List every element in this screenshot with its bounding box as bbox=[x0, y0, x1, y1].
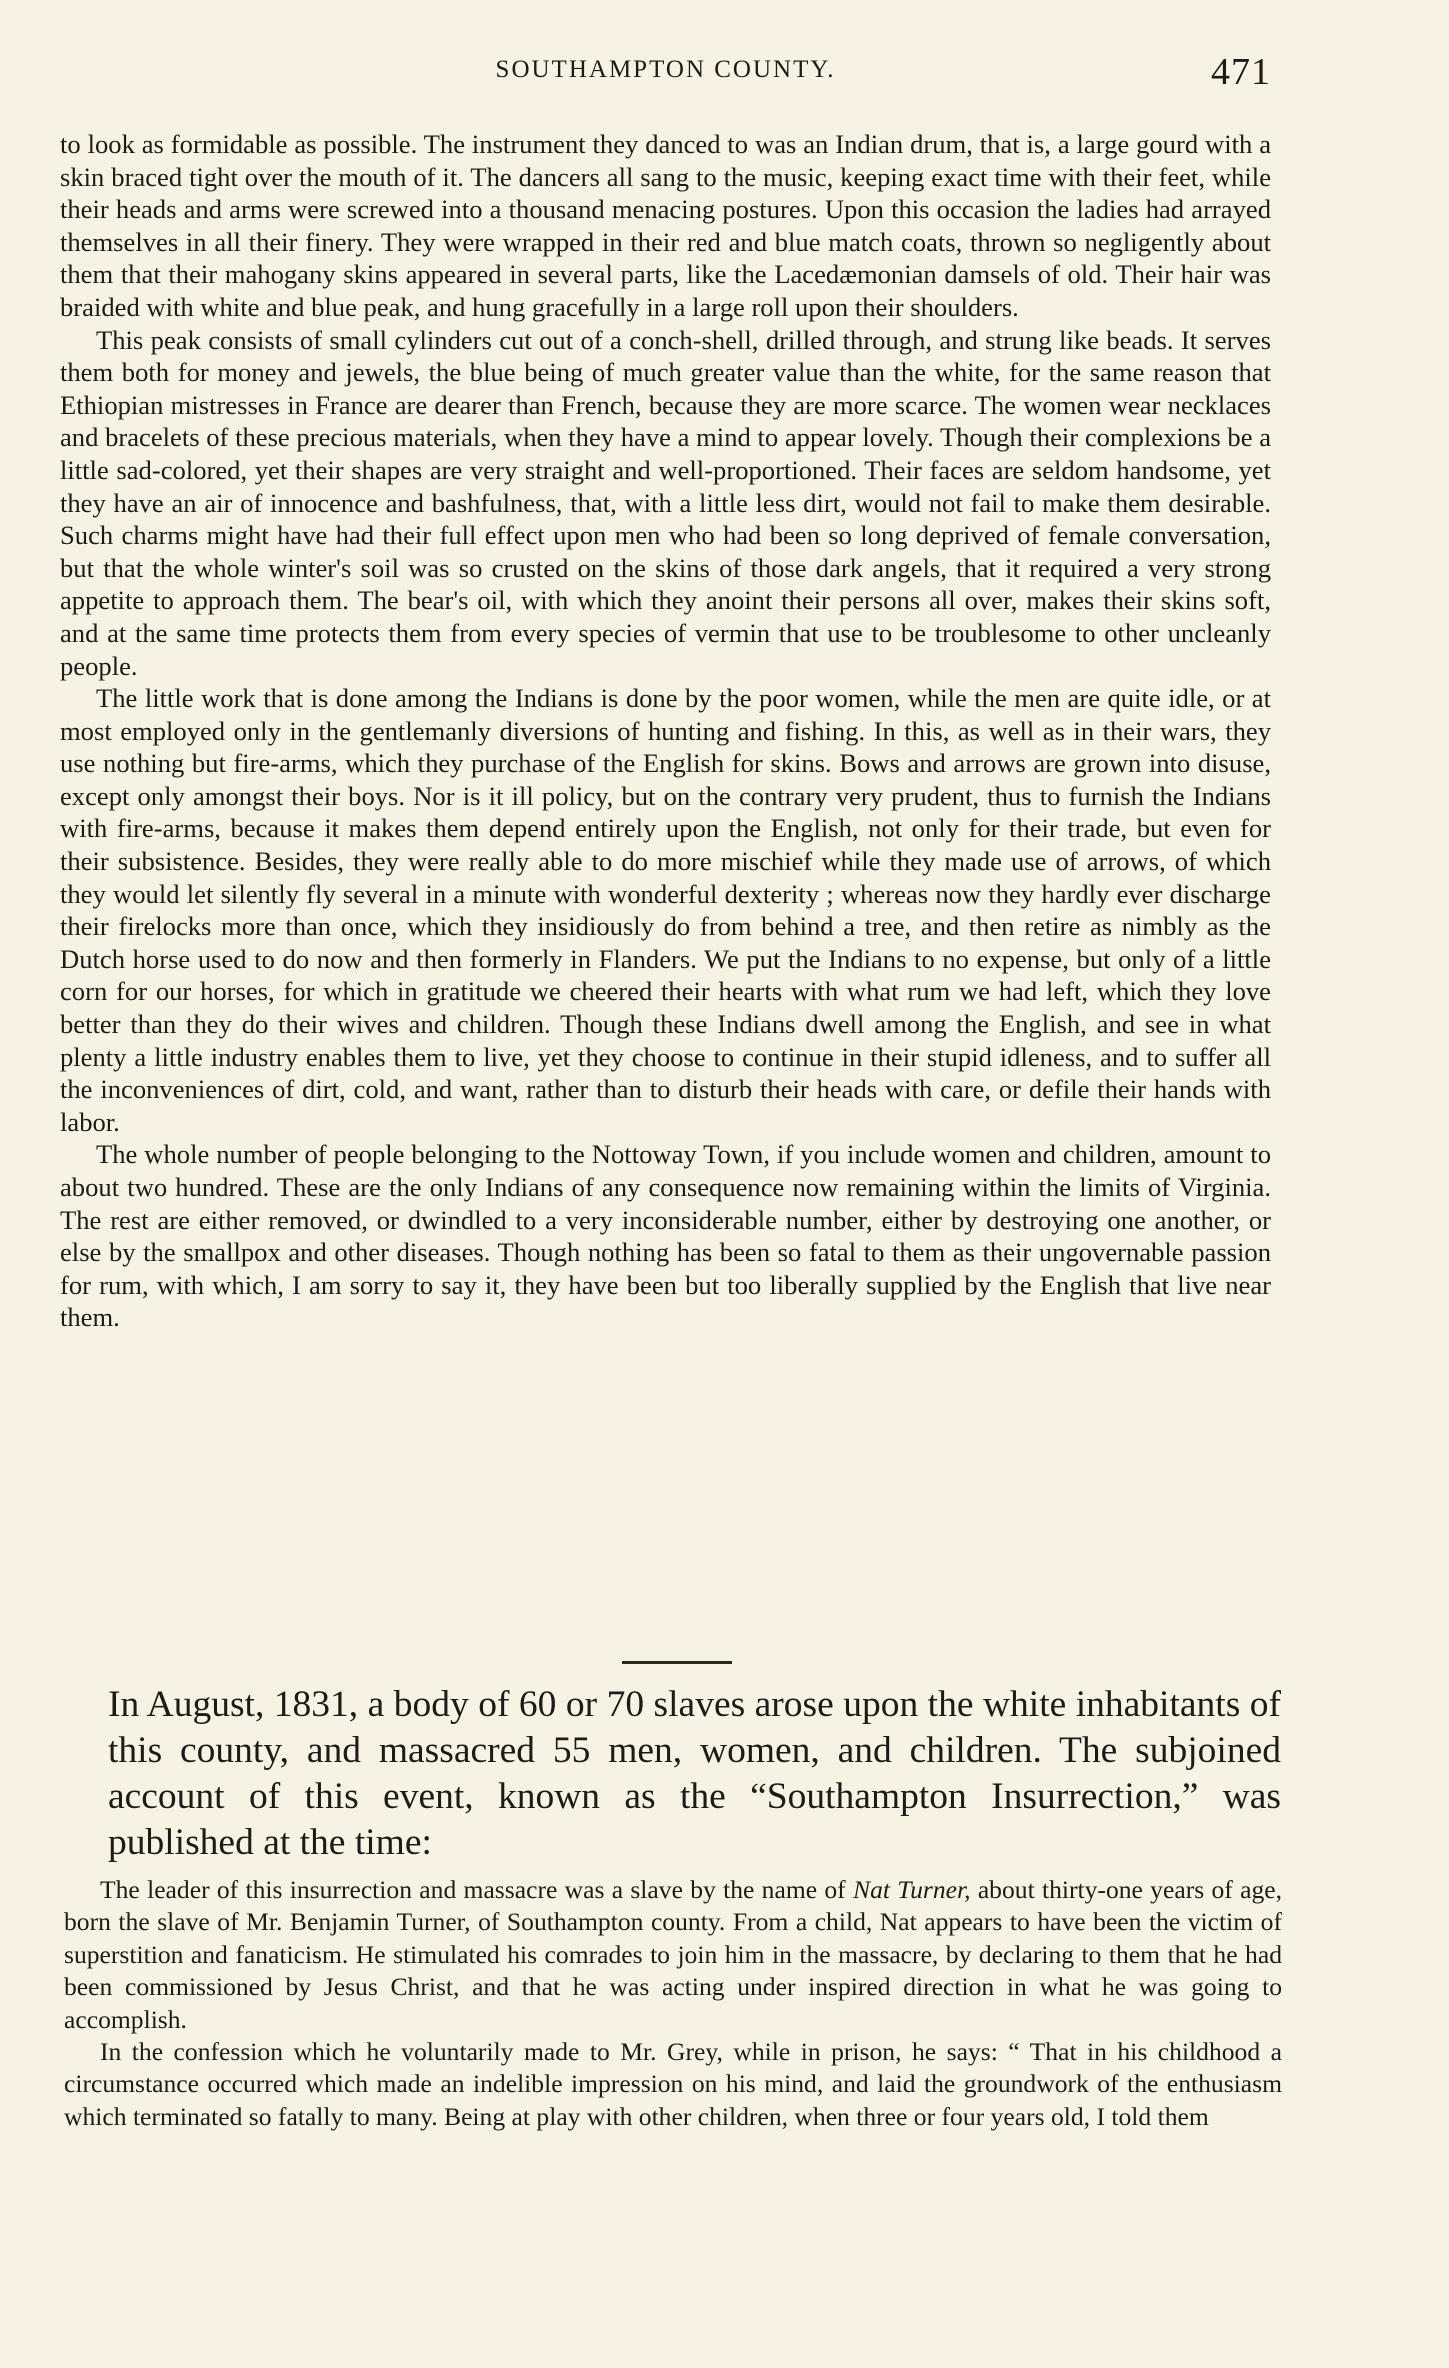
insurrection-account bbox=[64, 1874, 1282, 2133]
paragraph-work: The little work that is done among the Indians is done by the poor women, while the men are quite idle, or at most employed only in the gentlemanly diversions of hunting and fishing. In this, as well as in their wars, they use nothing but fire-arms, which they purchase of the English for skins. Bows and arrows are grown into disuse, except only amongst their boys. Nor is it ill policy, but on the contrary very prudent, thus to furnish the Indians with fire-arms, because it makes them depend entirely upon the English, not only for their trade, but even for their subsistence. Besides, they were really able to do more mischief while they made use of arrows, of which they would let silently fly several in a minute with wonderful dexterity ; whereas now they hardly ever discharge their firelocks more than once, which they insidiously do from behind a tree, and then retire as nimbly as the Dutch horse used to do now and then formerly in Flanders. We put the Indians to no expense, but only of a little corn for our horses, for which in gratitude we cheered their hearts with what rum we had left, which they love better than they do their wives and children. Though these Indians dwell among the English, and see in what plenty a little industry enables them to live, yet they choose to continue in their stupid idleness, and to suffer all the inconveniences of dirt, cold, and want, rather than to disturb their heads with care, or defile their hands with labor. bbox=[60, 683, 1271, 1137]
page-number: 471 bbox=[1211, 51, 1271, 93]
account-paragraph-leader bbox=[64, 1874, 1282, 2036]
running-title: SOUTHAMPTON COUNTY. bbox=[495, 56, 836, 83]
paragraph-peak: This peak consists of small cylinders cut out of a conch-shell, drilled through, and strung like beads. It serves them both for money and jewels, the blue being of much greater value than the white, for the same reason that Ethiopian mistresses in France are dearer than French, because they are more scarce. The women wear necklaces and bracelets of these precious materials, when they have a mind to appear lovely. Though their complexions be a little sad-colored, yet their shapes are very straight and well-proportioned. Their faces are seldom handsome, yet they have an air of innocence and bashfulness, that, with a little less dirt, would not fail to make them desirable. Such charms might have had their full effect upon men who had been so long deprived of female conversation, but that the whole winter's soil was so crusted on the skins of those dark angels, that it required a very strong appetite to approach them. The bear's oil, with which they anoint their persons all over, makes their skins soft, and at the same time protects them from every species of vermin that use to be troublesome to other uncleanly people. bbox=[60, 324, 1271, 681]
account-leader-rest: about thirty-one years of age, born the slave of Mr. Benjamin Turner, of Southampton county. From a child, Nat appears to have been the victim of superstition and fanaticism. He stimulated his comrades to join him in the massacre, by declaring to them that he had been commissioned by Jesus Christ, and that he was acting under inspired direction in what he was going to accomplish. bbox=[64, 1875, 1282, 2034]
insurrection-intro: In August, 1831, a body of 60 or 70 slaves arose upon the white inhabitants of this county, and massacred 55 men, women, and children. The subjoined account of this event, known as the “Southampton Insurrection,” was published at the time: bbox=[108, 1684, 1281, 1863]
paragraph-continued: to look as formidable as possible. The instrument they danced to was an Indian drum, that is, a large gourd with a skin braced tight over the mouth of it. The dancers all sang to the music, keeping exact time with their feet, while their heads and arms were screwed into a thousand menacing postures. Upon this occasion the ladies had arrayed themselves in all their finery. They were wrapped in their red and blue match coats, thrown so negligently about them that their mahogany skins appeared in several parts, like the Lacedæmonian damsels of old. Their hair was braided with white and blue peak, and hung gracefully in a large roll upon their shoulders. bbox=[60, 129, 1271, 322]
section-divider-rule bbox=[622, 1661, 732, 1664]
leader-name: Nat Turner, bbox=[853, 1875, 971, 1904]
paragraph-population: The whole number of people belonging to the Nottoway Town, if you include women and children, amount to about two hundred. These are the only Indians of any consequence now remaining within the limits of Virginia. The rest are either removed, or dwindled to a very inconsiderable number, either by destroying one another, or else by the smallpox and other diseases. Though nothing has been so fatal to them as their ungovernable passion for rum, with which, I am sorry to say it, they have been but too liberally supplied by the English that live near them. bbox=[60, 1139, 1271, 1333]
running-head bbox=[60, 50, 1271, 94]
account-leader-text: The leader of this insurrection and massacre was a slave by the name of bbox=[100, 1875, 853, 1904]
body-text bbox=[60, 128, 1271, 1334]
account-paragraph-confession: In the confession which he voluntarily made to Mr. Grey, while in prison, he says: “ That in his childhood a circumstance occurred which made an indelible impression on his mind, and laid the groundwork of the enthusiasm which terminated so fatally to many. Being at play with other children, when three or four years old, I told them bbox=[64, 2037, 1282, 2131]
